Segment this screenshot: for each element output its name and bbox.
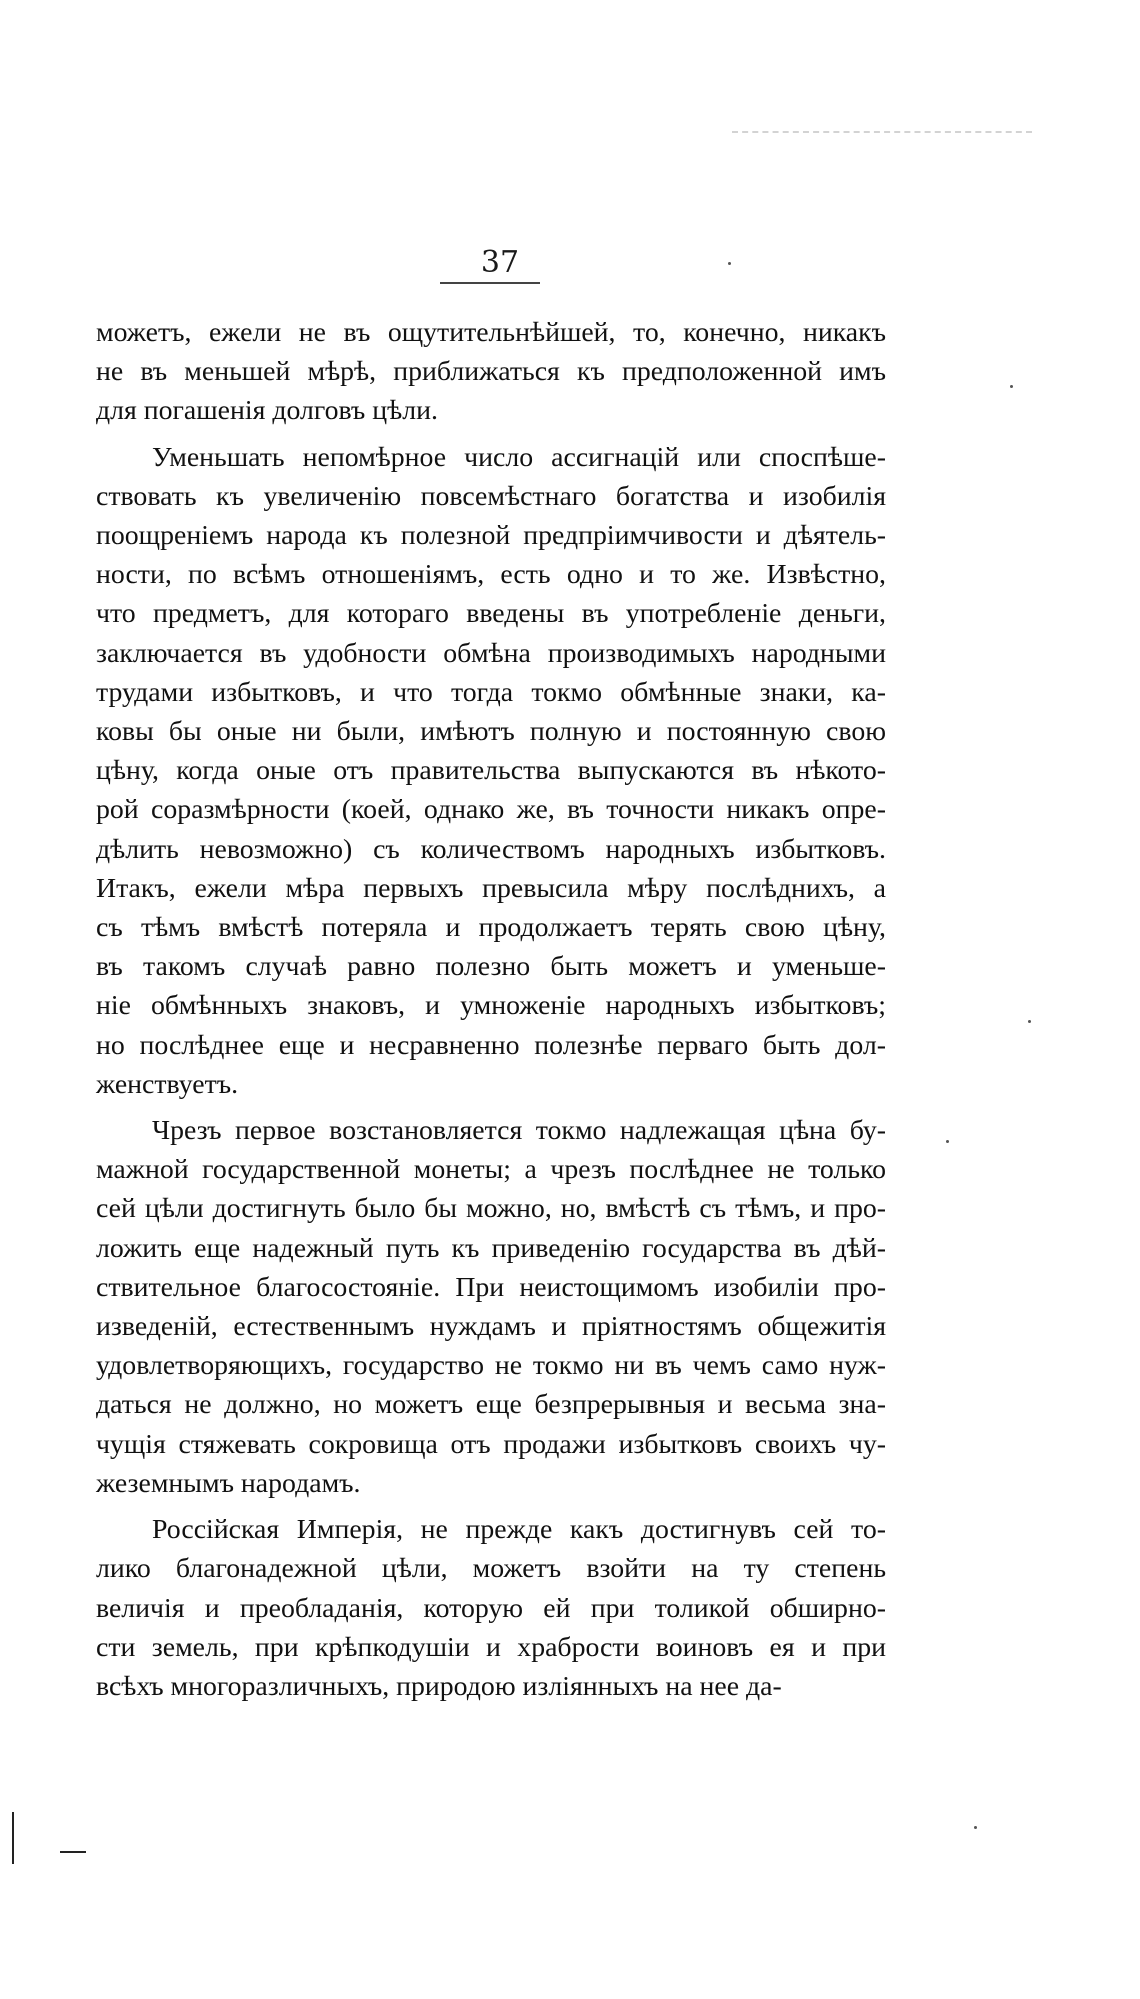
text-line: ніе обмѣнныхъ знаковъ, и умноженіе народныхъ избытковъ; [96,990,886,1022]
text-line: Россійская Имперія, не прежде какъ достигнувъ сей то- [152,1514,886,1546]
text-line: чущія стяжевать сокровища отъ продажи избытковъ своихъ чу- [96,1428,886,1460]
text-line: женствуетъ. [96,1068,239,1100]
text-line: даться не должно, но можетъ еще безпрерывныя и весьма зна- [96,1389,886,1421]
text-line: въ такомъ случаѣ равно полезно быть можетъ и уменьше- [96,951,886,983]
text-line: цѣну, когда оные отъ правительства выпускаются въ нѣкото- [96,755,886,787]
text-line: мажной государственной монеты; а чрезъ послѣднее не только [96,1154,886,1186]
text-line: ствовать къ увеличенію повсемѣстнаго богатства и изобилія [96,480,886,512]
page-speck [946,1140,949,1143]
text-line: удовлетворяющихъ, государство не токмо ни въ чемъ само нуж- [96,1350,886,1382]
text-line: рой соразмѣрности (коей, однако же, въ точности никакъ опре- [96,794,886,826]
top-edge-rule [732,131,1032,133]
text-line: сей цѣли достигнуть было бы можно, но, вмѣстѣ съ тѣмъ, и про- [96,1193,886,1225]
text-line: заключается въ удобности обмѣна производимыхъ народными [96,637,886,669]
text-line: ковы бы оные ни были, имѣютъ полную и постоянную свою [96,716,886,748]
text-line: ности, по всѣмъ отношеніямъ, есть одно и то же. Извѣстно, [96,559,886,591]
text-line: Уменьшать непомѣрное число ассигнацій или споспѣше- [152,441,886,473]
page-speck [728,262,731,265]
page-number: 37 [480,245,520,280]
text-line: поощреніемъ народа къ полезной предпріимчивости и дѣятель- [96,520,886,552]
text-line: трудами избытковъ, и что тогда токмо обмѣнные знаки, ка- [96,676,886,708]
page-speck [974,1826,977,1829]
text-line: жеземнымъ народамъ. [96,1467,361,1499]
text-line: ствительное благосостояніе. При неистощимомъ изобиліи про- [96,1271,886,1303]
text-line: но послѣднее еще и несравненно полезнѣе перваго быть дол- [96,1029,886,1061]
paragraph [96,1111,886,1503]
paragraph [96,313,886,431]
text-line: величія и преобладанія, которую ей при толикой обширно- [96,1592,886,1624]
body-text [96,313,886,1707]
text-line: что предметъ, для котораго введены въ употребленіе деньги, [96,598,886,630]
text-line: для погашенія долговъ цѣли. [96,395,438,427]
left-margin-tick-vertical [12,1812,14,1864]
page-number-underline [440,282,540,284]
text-line: дѣлить невозможно) съ количествомъ народныхъ избытковъ. [96,833,886,865]
text-line: не въ меньшей мѣрѣ, приближаться къ предположенной имъ [96,356,886,388]
text-line: сти земель, при крѣпкодушіи и храбрости воиновъ ея и при [96,1631,886,1663]
text-line: Чрезъ первое возстановляется токмо надлежащая цѣна бу- [152,1115,886,1147]
paragraph [96,438,886,1104]
text-line: Итакъ, ежели мѣра первыхъ превысила мѣру послѣднихъ, а [96,872,886,904]
paragraph [96,1510,886,1706]
left-margin-tick-horizontal [60,1851,86,1853]
text-line: ложить еще надежный путь къ приведенію государства въ дѣй- [96,1232,886,1264]
text-line: съ тѣмъ вмѣстѣ потеряла и продолжаетъ терять свою цѣну, [96,912,886,944]
text-line: можетъ, ежели не въ ощутительнѣйшей, то, конечно, никакъ [96,317,886,348]
text-line: всѣхъ многоразличныхъ, природою изліянныхъ на нее да- [96,1670,782,1702]
text-line: изведеній, естественнымъ нуждамъ и пріятностямъ общежитія [96,1311,886,1343]
page-speck [1010,385,1013,388]
text-line: лико благонадежной цѣли, можетъ взойти на ту степень [96,1553,886,1585]
page-speck [1028,1020,1031,1023]
